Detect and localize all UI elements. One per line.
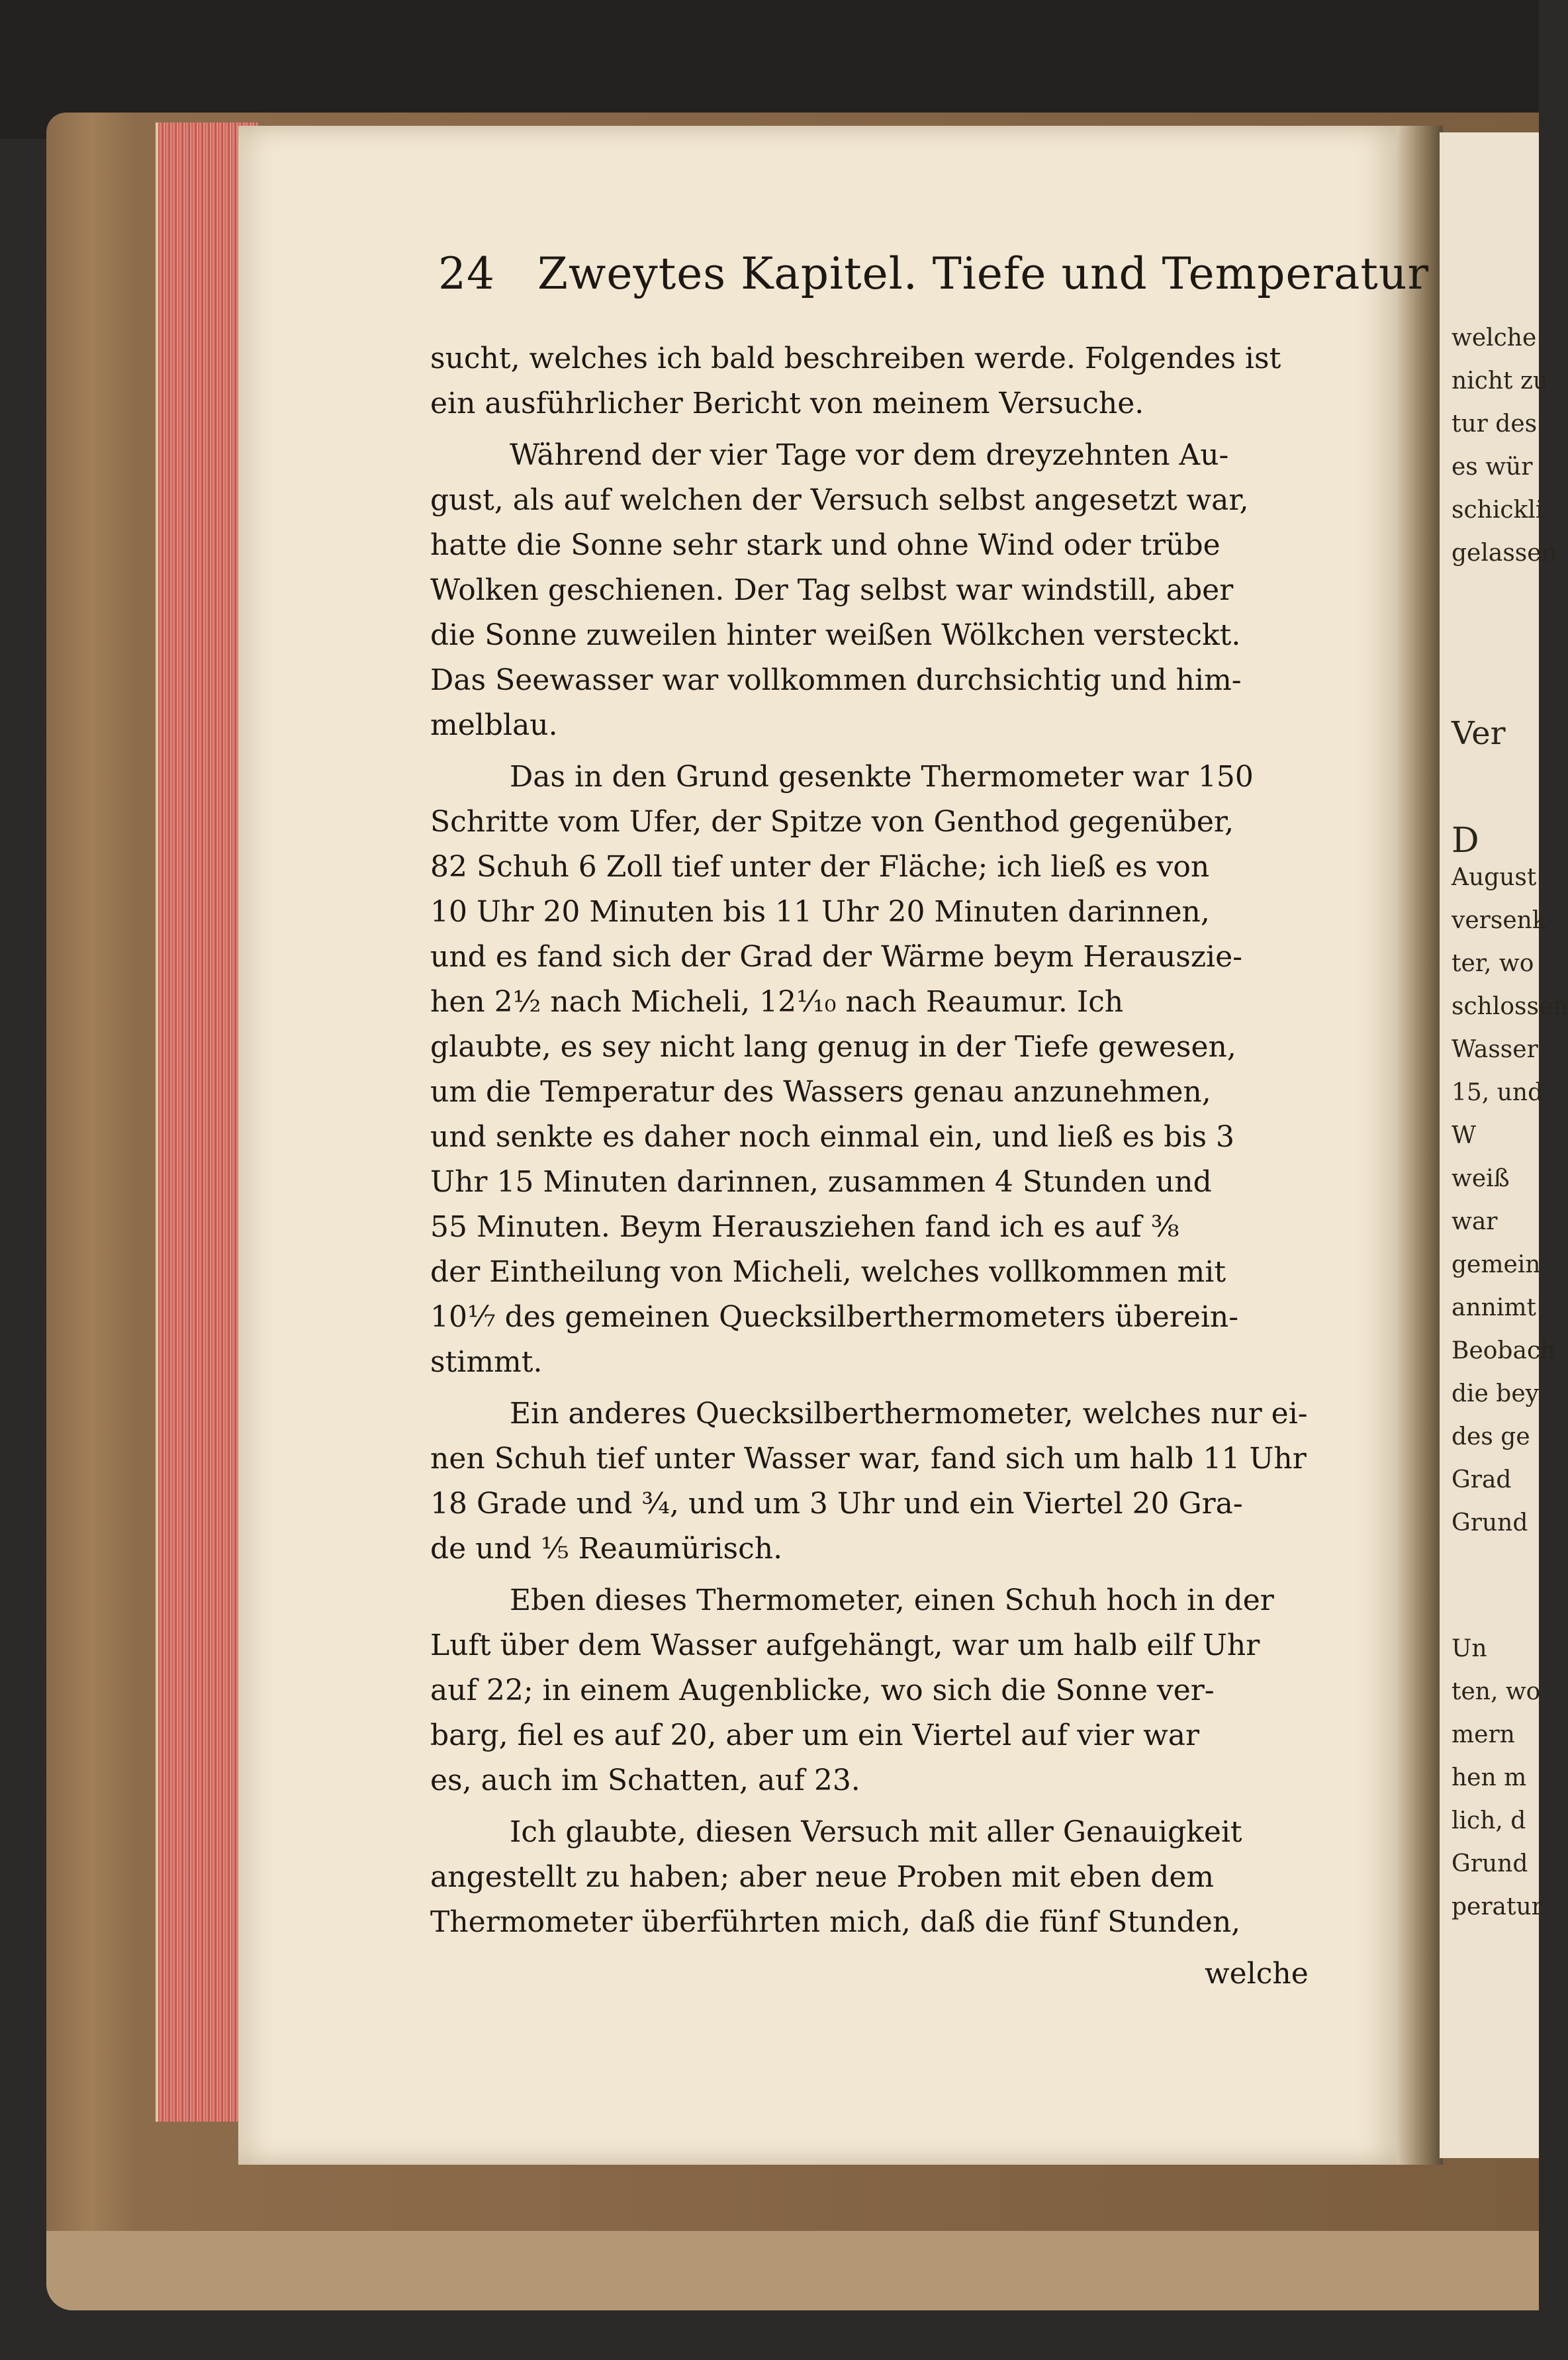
text-line: Ich glaubte, diesen Versuch mit aller Genauigkeit <box>510 1815 1242 1849</box>
text-line: auf 22; in einem Augenblicke, wo sich die Sonne ver- <box>430 1674 1215 1707</box>
text-line: glaubte, es sey nicht lang genug in der Tiefe gewesen, <box>430 1030 1236 1064</box>
text-line: ein ausführlicher Bericht von meinem Versuche. <box>430 387 1144 420</box>
next-page-heading: Ver <box>1452 715 1506 752</box>
text-line: Eben dieses Thermometer, einen Schuh hoch in der <box>510 1583 1274 1617</box>
next-page-line: es wür <box>1452 453 1533 481</box>
right-page-fragment <box>1440 132 1568 2158</box>
next-page-line: schickli <box>1452 496 1544 524</box>
next-page-line: gelassen <box>1452 540 1557 567</box>
page-number: 24 <box>438 248 495 299</box>
next-page-line: war <box>1452 1208 1498 1235</box>
running-title: Zweytes Kapitel. Tiefe und Temperatur <box>537 248 1430 299</box>
text-line: Schritte vom Ufer, der Spitze von Genthod gegenüber, <box>430 805 1234 839</box>
next-page-line: August <box>1452 864 1537 891</box>
next-page-line: des ge <box>1452 1423 1530 1450</box>
next-page-line: 15, und <box>1452 1079 1544 1106</box>
text-line: gust, als auf welchen der Versuch selbst angesetzt war, <box>430 483 1249 517</box>
text-line: 10⅐ des gemeinen Quecksilberthermometers überein- <box>430 1300 1239 1334</box>
next-page-line: lich, d <box>1452 1807 1526 1834</box>
next-page-line: schlossen <box>1452 993 1568 1020</box>
next-page-line: Grund <box>1452 1509 1528 1536</box>
next-page-line: Grund <box>1452 1850 1528 1877</box>
text-line: es, auch im Schatten, auf 23. <box>430 1764 860 1797</box>
next-page-line: tur des <box>1452 410 1538 438</box>
next-page-line: Grad <box>1452 1466 1512 1493</box>
text-line: der Eintheilung von Micheli, welches vollkommen mit <box>430 1255 1226 1289</box>
next-page-line: Wasser <box>1452 1036 1538 1063</box>
text-line: Uhr 15 Minuten darinnen, zusammen 4 Stunden und <box>430 1165 1212 1199</box>
text-line: 55 Minuten. Beym Herausziehen fand ich es auf ⅜ <box>430 1210 1179 1244</box>
text-line: stimmt. <box>430 1345 543 1379</box>
next-page-line: W <box>1452 1122 1477 1149</box>
next-page-line: die bey <box>1452 1380 1539 1407</box>
book-gutter <box>1397 126 1443 2165</box>
text-line: nen Schuh tief unter Wasser war, fand sich um halb 11 Uhr <box>430 1442 1307 1476</box>
text-line: und senkte es daher noch einmal ein, und ließ es bis 3 <box>430 1120 1235 1154</box>
next-page-line: versenk <box>1452 907 1547 934</box>
next-page-line: gemein <box>1452 1251 1541 1278</box>
text-line: und es fand sich der Grad der Wärme beym Herauszie- <box>430 940 1243 974</box>
text-line: 18 Grade und ¾, und um 3 Uhr und ein Viertel 20 Gra- <box>430 1487 1243 1521</box>
next-page-line: peratur <box>1452 1893 1543 1920</box>
text-line: barg, fiel es auf 20, aber um ein Viertel auf vier war <box>430 1719 1200 1752</box>
catchword: welche <box>1205 1957 1309 1991</box>
text-line: Ein anderes Quecksilberthermometer, welches nur ei- <box>510 1397 1308 1431</box>
text-line: hatte die Sonne sehr stark und ohne Wind oder trübe <box>430 528 1221 562</box>
text-line: um die Temperatur des Wassers genau anzunehmen, <box>430 1075 1211 1109</box>
text-line: Während der vier Tage vor dem dreyzehnten Au- <box>510 438 1229 472</box>
running-header <box>438 248 1430 308</box>
next-page-line: Beobach <box>1452 1337 1556 1364</box>
text-line: hen 2½ nach Micheli, 12⅒ nach Reaumur. Ich <box>430 985 1124 1019</box>
next-page-line: Un <box>1452 1635 1487 1662</box>
text-line: Wolken geschienen. Der Tag selbst war windstill, aber <box>430 573 1234 607</box>
text-line: melblau. <box>430 708 558 742</box>
text-line: angestellt zu haben; aber neue Proben mit eben dem <box>430 1860 1215 1894</box>
next-page-line: ter, wo <box>1452 950 1534 977</box>
text-line: 82 Schuh 6 Zoll tief unter der Fläche; ich ließ es von <box>430 850 1210 884</box>
text-line: Luft über dem Wasser aufgehängt, war um halb eilf Uhr <box>430 1628 1260 1662</box>
book-cover-edge <box>46 2231 1539 2310</box>
text-line: Das Seewasser war vollkommen durchsichtig und him- <box>430 663 1242 697</box>
text-line: 10 Uhr 20 Minuten bis 11 Uhr 20 Minuten darinnen, <box>430 895 1210 929</box>
next-page-line: hen m <box>1452 1764 1527 1791</box>
next-page-line: welche <box>1452 324 1537 352</box>
text-line: sucht, welches ich bald beschreiben werde. Folgendes ist <box>430 342 1281 375</box>
next-page-line: ten, wo <box>1452 1678 1541 1705</box>
text-line: Thermometer überführten mich, daß die fünf Stunden, <box>430 1905 1241 1939</box>
text-line: die Sonne zuweilen hinter weißen Wölkchen versteckt. <box>430 618 1241 652</box>
next-page-line: weiß <box>1452 1165 1510 1192</box>
next-page-initial: D <box>1452 821 1479 861</box>
next-page-line: mern <box>1452 1721 1515 1748</box>
next-page-line: annimt <box>1452 1294 1536 1321</box>
text-line: Das in den Grund gesenkte Thermometer war 150 <box>510 760 1254 794</box>
next-page-line: nicht zu <box>1452 367 1549 395</box>
text-line: de und ⅕ Reaumürisch. <box>430 1532 783 1566</box>
